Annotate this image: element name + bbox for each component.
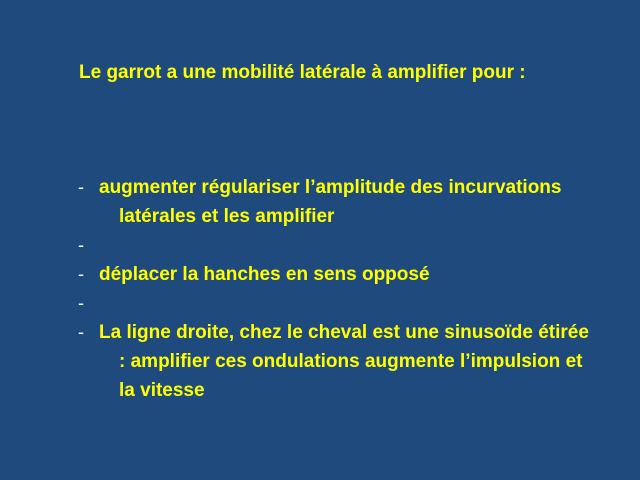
list-item-text: La ligne droite, chez le cheval est une sinusoïde étirée : amplifier ces ondulations augmente l’impulsion et la vitesse — [99, 322, 589, 401]
bullet-dash: - — [78, 293, 84, 313]
list-item — [78, 173, 598, 231]
bullet-dash: - — [78, 177, 84, 197]
list-item-text: augmenter régulariser l’amplitude des incurvations latérales et les amplifier — [99, 177, 562, 227]
list-item-text: déplacer la hanches en sens opposé — [99, 264, 430, 285]
list-item-empty — [78, 231, 598, 260]
bullet-dash: - — [78, 322, 84, 342]
list-item — [78, 260, 598, 289]
list-item — [78, 318, 598, 405]
bullet-dash: - — [78, 264, 84, 284]
slide-heading: Le garrot a une mobilité latérale à amplifier pour : — [79, 62, 526, 83]
list-item-empty — [78, 289, 598, 318]
bullet-list — [78, 173, 598, 405]
bullet-dash: - — [78, 235, 84, 255]
